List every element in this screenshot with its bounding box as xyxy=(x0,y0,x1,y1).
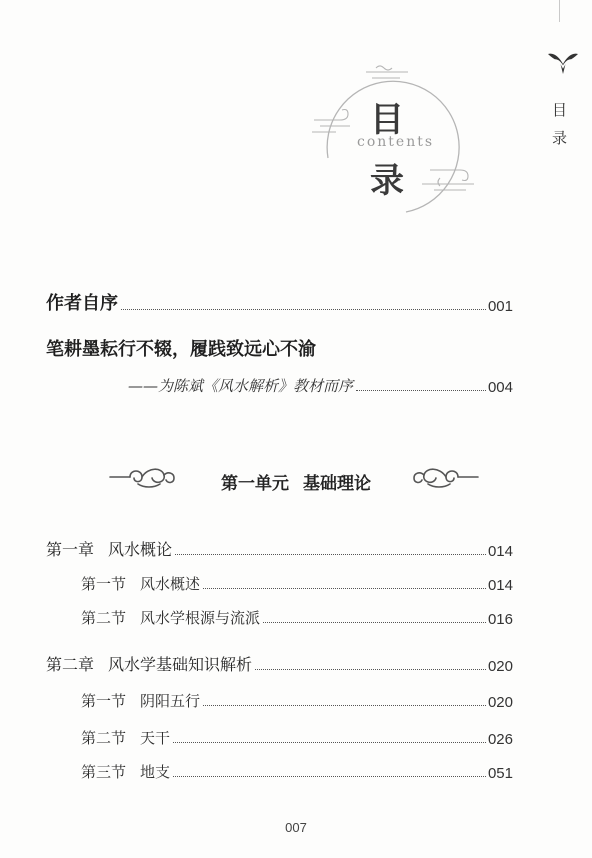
toc-leader-dots xyxy=(203,588,486,589)
unit-heading xyxy=(0,469,592,494)
side-tab-char-2: 录 xyxy=(552,129,568,147)
toc-leader-dots xyxy=(121,309,486,310)
toc-entry-page: 020 xyxy=(487,658,513,675)
toc-entry-preface-2-title[interactable] xyxy=(46,335,513,361)
toc-leader-dots xyxy=(356,390,486,391)
section-title: 风水学根源与流派 xyxy=(140,609,261,627)
unit-label: 第一单元 xyxy=(221,474,289,494)
toc-entry-page: 004 xyxy=(487,379,513,396)
brand-logo-icon xyxy=(546,50,580,76)
chapter-label: 第二章 xyxy=(46,655,95,674)
toc-entry-page: 016 xyxy=(487,611,513,628)
toc-entry-page: 020 xyxy=(487,694,513,711)
section-title: 天干 xyxy=(140,729,171,747)
toc-entry-preface-2[interactable] xyxy=(128,375,513,396)
toc-leader-dots xyxy=(173,776,486,777)
section-title: 阴阳五行 xyxy=(140,692,201,710)
emblem-contents-word: contents xyxy=(357,134,435,150)
toc-chapter-1[interactable] xyxy=(46,537,513,560)
emblem-top-char: 目 xyxy=(370,100,404,140)
toc-leader-dots xyxy=(175,554,486,555)
toc-section-2-1[interactable] xyxy=(81,690,513,711)
toc-entry-page: 014 xyxy=(487,543,513,560)
toc-section-1-2[interactable] xyxy=(81,607,513,628)
section-title: 地支 xyxy=(140,763,171,781)
section-title: 风水概述 xyxy=(140,575,201,593)
toc-section-2-3[interactable] xyxy=(81,761,513,782)
chapter-title: 风水概论 xyxy=(108,540,173,559)
toc-leader-dots xyxy=(173,742,486,743)
toc-entry-preface-1[interactable] xyxy=(46,289,513,315)
page-number: 007 xyxy=(285,820,307,835)
toc-section-2-2[interactable] xyxy=(81,727,513,748)
toc-section-1-1[interactable] xyxy=(81,573,513,594)
toc-chapter-2[interactable] xyxy=(46,652,513,675)
toc-leader-dots xyxy=(203,705,486,706)
unit-title: 基础理论 xyxy=(303,474,371,494)
toc-entry-title: 笔耕墨耘行不辍，履践致远心不渝 xyxy=(46,339,316,360)
section-label: 第二节 xyxy=(81,729,127,747)
toc-entry-subtitle: ——为陈斌《风水解析》教材而序 xyxy=(128,377,354,395)
section-label: 第二节 xyxy=(81,609,127,627)
toc-entry-page: 014 xyxy=(487,577,513,594)
chapter-title: 风水学基础知识解析 xyxy=(108,655,253,674)
toc-entry-page: 026 xyxy=(487,731,513,748)
toc-entry-title: 作者自序 xyxy=(46,293,118,314)
section-label: 第三节 xyxy=(81,763,127,781)
toc-entry-page: 001 xyxy=(487,298,513,315)
side-tab-char-1: 目 xyxy=(552,101,568,119)
emblem-bottom-char: 录 xyxy=(370,161,404,201)
toc-leader-dots xyxy=(255,669,486,670)
toc-leader-dots xyxy=(263,622,486,623)
toc-entry-page: 051 xyxy=(487,765,513,782)
page-edge-line xyxy=(559,0,560,22)
cloud-scroll-icon xyxy=(410,464,480,490)
section-label: 第一节 xyxy=(81,575,127,593)
section-label: 第一节 xyxy=(81,692,127,710)
chapter-label: 第一章 xyxy=(46,540,95,559)
